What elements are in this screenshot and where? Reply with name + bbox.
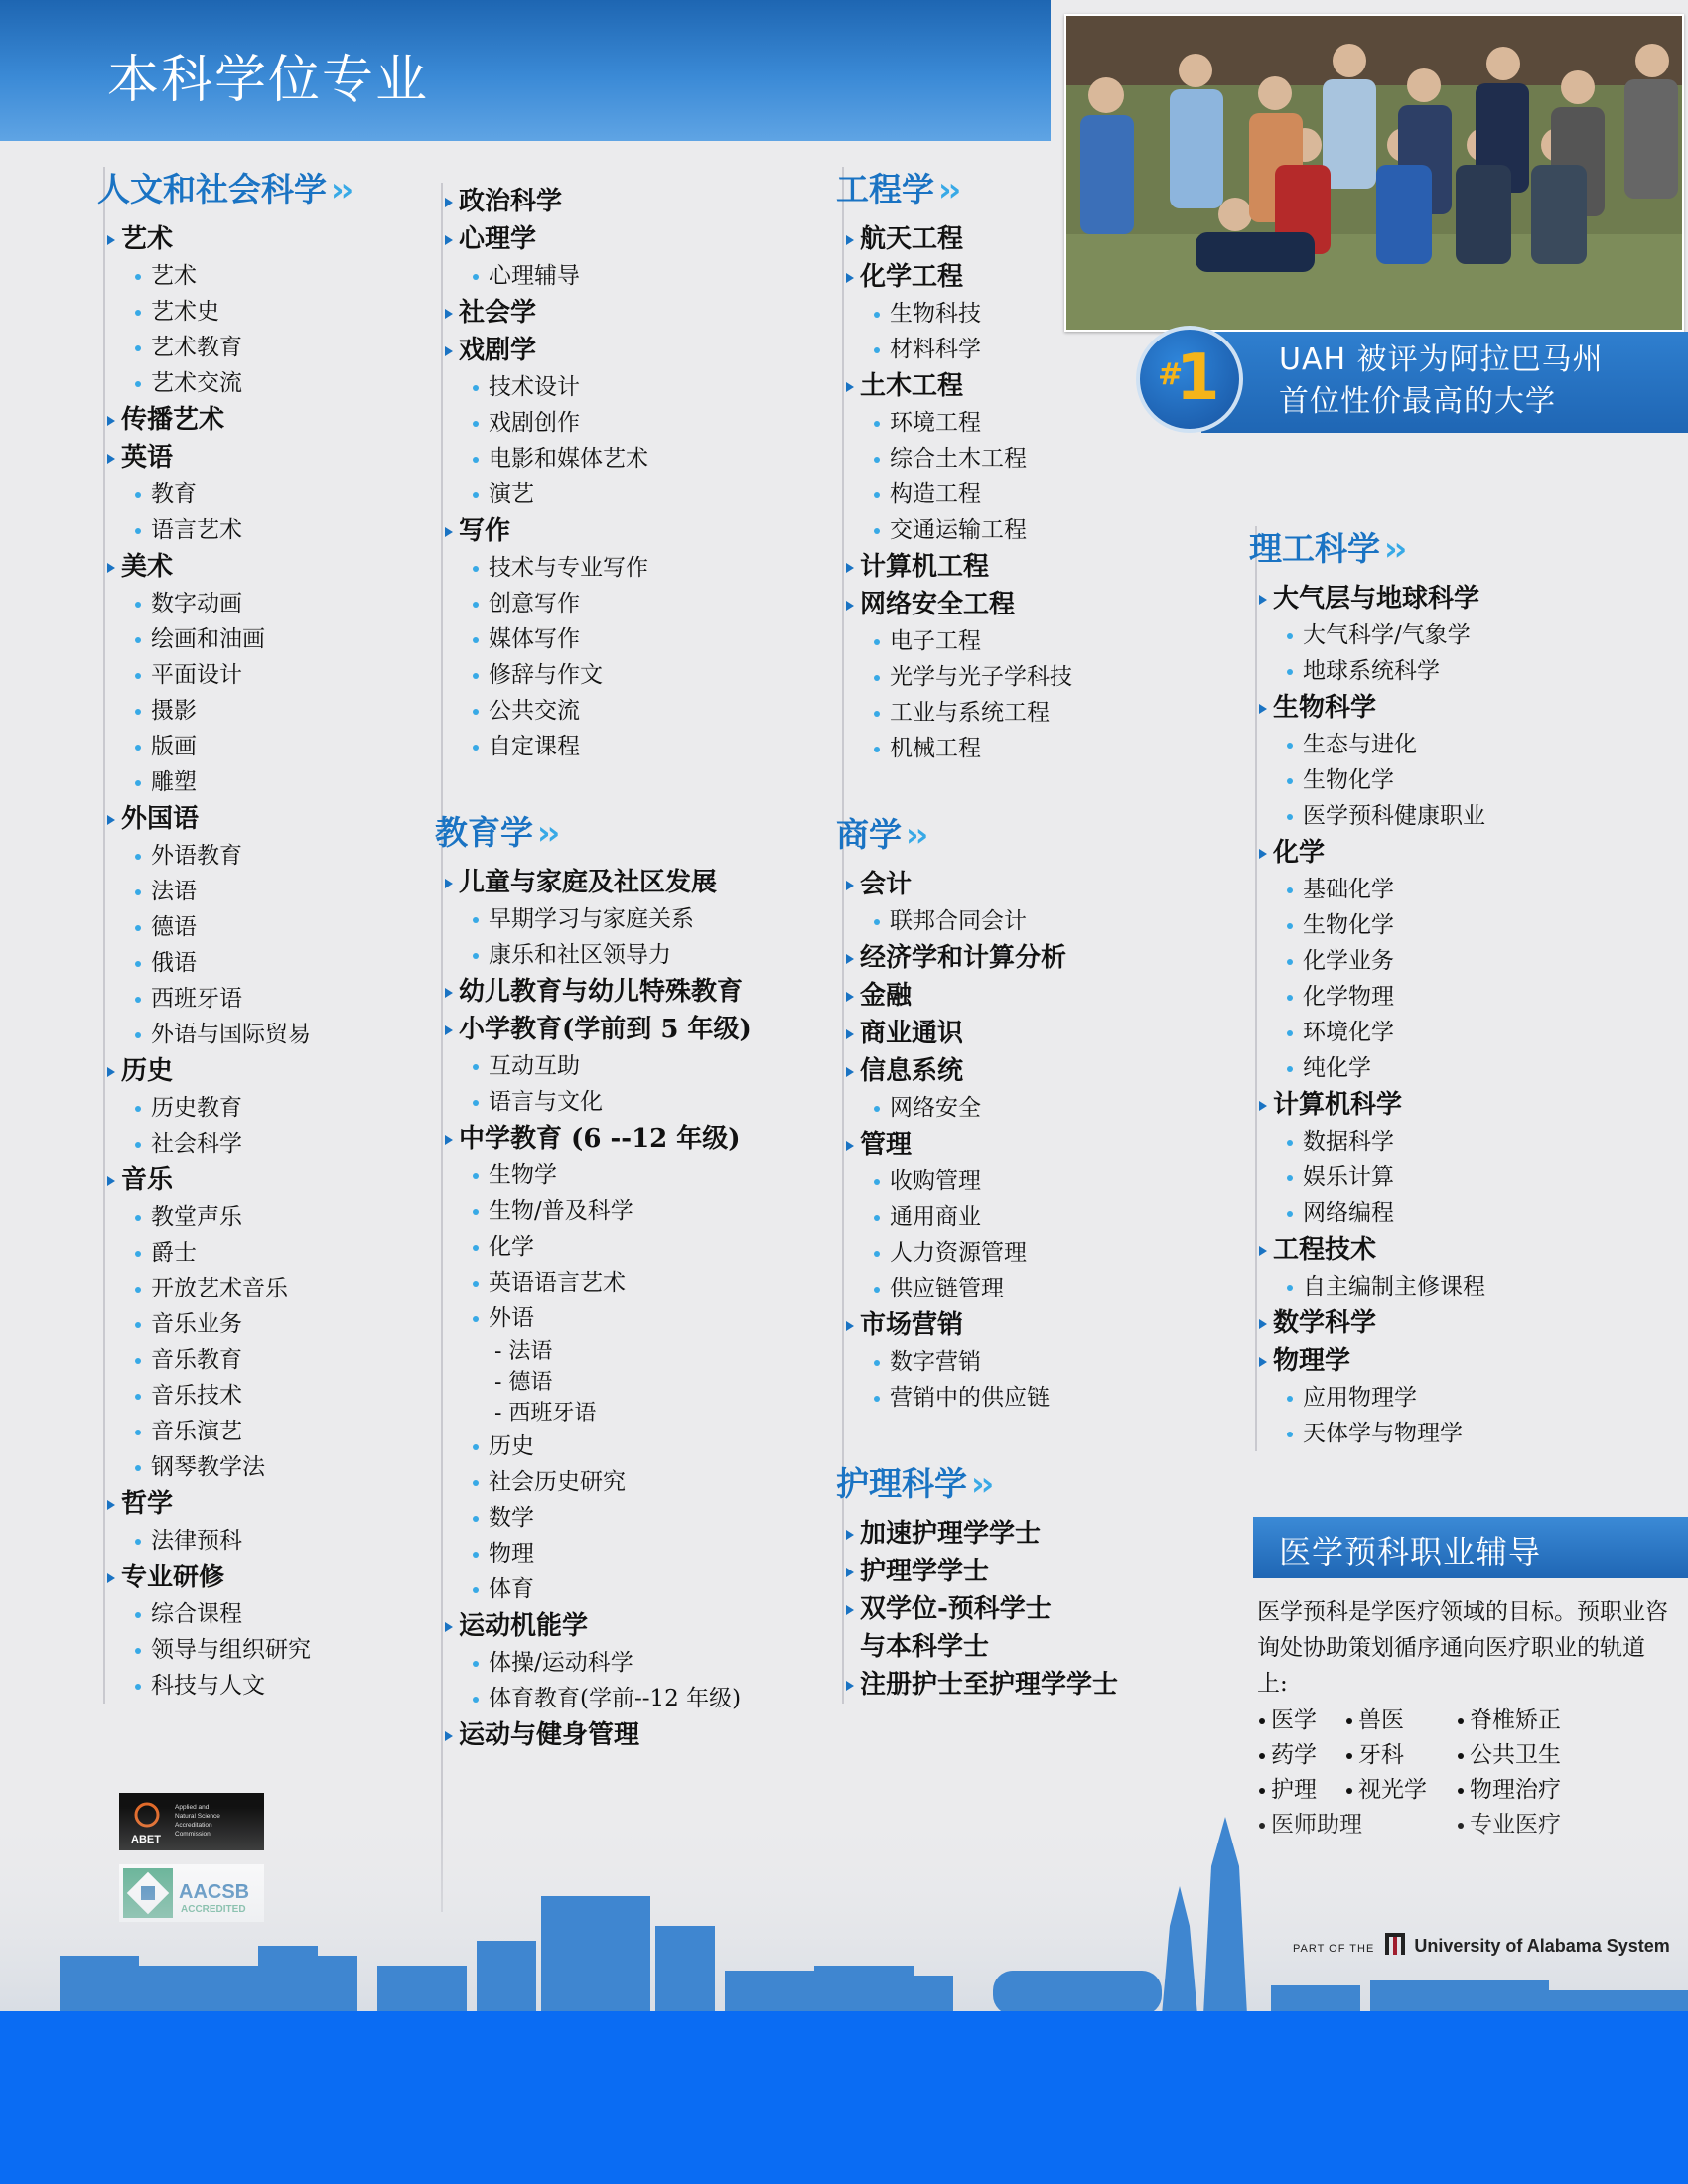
concentration-item: 生物科技 <box>844 296 1231 332</box>
ranking-line-2: 首位性价最高的大学 <box>1279 384 1556 419</box>
concentration-item: 电子工程 <box>844 623 1231 659</box>
ranking-text <box>1279 340 1604 423</box>
major-item: 加速护理学学士 <box>844 1515 1231 1553</box>
concentration-item: 材料科学 <box>844 332 1231 367</box>
concentration-item: 天体学与物理学 <box>1257 1416 1684 1451</box>
concentration-item: 艺术史 <box>105 294 423 330</box>
major-item: 艺术 <box>105 220 423 258</box>
section-spacer <box>844 766 1231 812</box>
section-heading-text: 人文和社会科学 <box>97 170 327 208</box>
major-item: 写作 <box>443 512 840 550</box>
concentration-item: 体育教育(学前--12 年级) <box>443 1681 840 1716</box>
footer-band <box>0 2011 1688 2184</box>
rank-number: 1 <box>1176 341 1220 415</box>
section-heading <box>836 1461 1231 1507</box>
concentration-item: 网络编程 <box>1257 1195 1684 1231</box>
concentration-item: 化学 <box>443 1229 840 1265</box>
double-chevron-icon: ›› <box>938 170 958 208</box>
concentration-item: 艺术 <box>105 258 423 294</box>
section-heading <box>836 167 1231 212</box>
concentration-item: 历史教育 <box>105 1090 423 1126</box>
concentration-item: 综合课程 <box>105 1596 423 1632</box>
concentration-item: 语言与文化 <box>443 1084 840 1120</box>
sub-item: - 西班牙语 <box>494 1401 597 1426</box>
double-chevron-icon: ›› <box>537 813 557 852</box>
concentration-item: 纯化学 <box>1257 1050 1684 1086</box>
concentration-item: 音乐演艺 <box>105 1414 423 1449</box>
concentration-item: 心理辅导 <box>443 258 840 294</box>
section-heading <box>836 812 1231 858</box>
concentration-item: 外语与国际贸易 <box>105 1017 423 1052</box>
concentration-item: 社会科学 <box>105 1126 423 1161</box>
concentration-item: 营销中的供应链 <box>844 1380 1231 1416</box>
page-title: 本科学位专业 <box>107 51 430 110</box>
section-heading-text: 商学 <box>836 815 902 854</box>
city-skyline-illustration <box>0 1807 1688 2015</box>
concentration-item: 数字动画 <box>105 586 423 621</box>
concentration-item: 自定课程 <box>443 729 840 764</box>
section-heading <box>435 810 840 856</box>
concentration-item: 物理 <box>443 1536 840 1571</box>
concentration-item: 法语 <box>105 874 423 909</box>
concentration-item: 数据科学 <box>1257 1124 1684 1160</box>
double-chevron-icon: ›› <box>331 170 351 208</box>
concentration-item: 大气科学/气象学 <box>1257 617 1684 653</box>
major-item: 金融 <box>844 977 1231 1015</box>
concentration-item: 生物/普及科学 <box>443 1193 840 1229</box>
concentration-item: 交通运输工程 <box>844 512 1231 548</box>
major-item: 哲学 <box>105 1485 423 1523</box>
concentration-item: 通用商业 <box>844 1199 1231 1235</box>
section-heading-text: 教育学 <box>435 813 533 852</box>
concentration-item: 版画 <box>105 729 423 764</box>
major-item: 护理学学士 <box>844 1553 1231 1590</box>
major-item: 与本科学士 <box>860 1632 990 1662</box>
concentration-item: 康乐和社区领导力 <box>443 937 840 973</box>
concentration-item: 综合土木工程 <box>844 441 1231 477</box>
premed-heading: 医学预科职业辅导 <box>1279 1533 1542 1570</box>
concentration-item: 音乐技术 <box>105 1378 423 1414</box>
concentration-item: 媒体写作 <box>443 621 840 657</box>
major-item: 双学位-预科学士 <box>844 1590 1231 1628</box>
concentration-item: 外语 <box>443 1300 840 1336</box>
concentration-item: 平面设计 <box>105 657 423 693</box>
premed-career-item: 牙科 <box>1344 1738 1404 1773</box>
concentration-item: 艺术教育 <box>105 330 423 365</box>
concentration-item: 领导与组织研究 <box>105 1632 423 1668</box>
concentration-item: 工业与系统工程 <box>844 695 1231 731</box>
system-name: University of Alabama System <box>1414 1936 1670 1956</box>
concentration-item: 雕塑 <box>105 764 423 800</box>
double-chevron-icon: ›› <box>1384 529 1404 568</box>
concentration-item: 英语语言艺术 <box>443 1265 840 1300</box>
concentration-item: 教堂声乐 <box>105 1199 423 1235</box>
section-heading <box>97 167 423 212</box>
concentration-item: 早期学习与家庭关系 <box>443 901 840 937</box>
concentration-item: 构造工程 <box>844 477 1231 512</box>
double-chevron-icon: ›› <box>971 1464 991 1503</box>
concentration-item: 网络安全 <box>844 1090 1231 1126</box>
concentration-item: 修辞与作文 <box>443 657 840 693</box>
concentration-item: 音乐教育 <box>105 1342 423 1378</box>
major-item: 运动与健身管理 <box>443 1716 840 1754</box>
concentration-item: 机械工程 <box>844 731 1231 766</box>
concentration-item: 生物化学 <box>1257 907 1684 943</box>
major-item: 戏剧学 <box>443 332 840 369</box>
concentration-item: 摄影 <box>105 693 423 729</box>
major-item: 心理学 <box>443 220 840 258</box>
major-item: 专业研修 <box>105 1559 423 1596</box>
major-item: 网络安全工程 <box>844 586 1231 623</box>
system-logo-icon <box>1385 1933 1405 1955</box>
concentration-item: 艺术交流 <box>105 365 423 401</box>
major-item: 小学教育(学前到 5 年级) <box>443 1011 840 1048</box>
concentration-item: 体操/运动科学 <box>443 1645 840 1681</box>
premed-career-item: 医学 <box>1257 1704 1317 1738</box>
major-item: 英语 <box>105 439 423 477</box>
concentration-item: 生物化学 <box>1257 762 1684 798</box>
concentration-item: 人力资源管理 <box>844 1235 1231 1271</box>
concentration-item: 自主编制主修课程 <box>1257 1269 1684 1304</box>
major-item: 音乐 <box>105 1161 423 1199</box>
concentration-item: 供应链管理 <box>844 1271 1231 1306</box>
concentration-item: 电影和媒体艺术 <box>443 441 840 477</box>
section-heading-text: 护理科学 <box>836 1464 967 1503</box>
concentration-item: 历史 <box>443 1429 840 1464</box>
concentration-item: 语言艺术 <box>105 512 423 548</box>
rank-hash: # <box>1158 357 1184 392</box>
major-item: 注册护士至护理学学士 <box>844 1666 1231 1704</box>
concentration-item: 环境化学 <box>1257 1015 1684 1050</box>
major-item: 工程技术 <box>1257 1231 1684 1269</box>
major-item: 信息系统 <box>844 1052 1231 1090</box>
column-science <box>1249 526 1684 1451</box>
concentration-item: 技术设计 <box>443 369 840 405</box>
major-item: 运动机能学 <box>443 1607 840 1645</box>
concentration-item: 应用物理学 <box>1257 1380 1684 1416</box>
major-item: 大气层与地球科学 <box>1257 580 1684 617</box>
concentration-item: 公共交流 <box>443 693 840 729</box>
column-engineering-business-nursing <box>836 167 1231 1704</box>
major-item: 生物科学 <box>1257 689 1684 727</box>
concentration-item: 音乐业务 <box>105 1306 423 1342</box>
concentration-item: 爵士 <box>105 1235 423 1271</box>
major-item: 幼儿教育与幼儿特殊教育 <box>443 973 840 1011</box>
major-item: 市场营销 <box>844 1306 1231 1344</box>
column-humanities <box>97 167 423 1704</box>
concentration-item: 化学物理 <box>1257 979 1684 1015</box>
concentration-item: 法律预科 <box>105 1523 423 1559</box>
sub-item: - 法语 <box>494 1339 553 1364</box>
section-heading <box>1249 526 1684 572</box>
concentration-item: 数学 <box>443 1500 840 1536</box>
concentration-item: 互动互助 <box>443 1048 840 1084</box>
premed-career-item: 兽医 <box>1344 1704 1404 1738</box>
concentration-item: 医学预科健康职业 <box>1257 798 1684 834</box>
sub-item: - 德语 <box>494 1370 553 1395</box>
concentration-item: 基础化学 <box>1257 872 1684 907</box>
major-item: 中学教育 (6 --12 年级) <box>443 1120 840 1158</box>
major-item: 管理 <box>844 1126 1231 1163</box>
concentration-item: 联邦合同会计 <box>844 903 1231 939</box>
major-item: 物理学 <box>1257 1342 1684 1380</box>
premed-career-item: 药学 <box>1257 1738 1317 1773</box>
concentration-item: 技术与专业写作 <box>443 550 840 586</box>
concentration-item: 数字营销 <box>844 1344 1231 1380</box>
major-item: 美术 <box>105 548 423 586</box>
major-item: 政治科学 <box>443 183 840 220</box>
concentration-item: 环境工程 <box>844 405 1231 441</box>
university-system-mark <box>1293 1933 1670 1957</box>
major-item: 计算机工程 <box>844 548 1231 586</box>
premed-career-item: 物理治疗 <box>1456 1773 1561 1808</box>
premed-career-item: 护理 <box>1257 1773 1317 1808</box>
major-item: 数学科学 <box>1257 1304 1684 1342</box>
concentration-item: 德语 <box>105 909 423 945</box>
system-part-label: PART OF THE <box>1293 1943 1375 1955</box>
major-item: 商业通识 <box>844 1015 1231 1052</box>
concentration-item: 开放艺术音乐 <box>105 1271 423 1306</box>
concentration-item: 化学业务 <box>1257 943 1684 979</box>
premed-career-item: 脊椎矫正 <box>1456 1704 1561 1738</box>
premed-description: 医学预科是学医疗领域的目标。预职业咨询处协助策划循序通向医疗职业的轨道上: <box>1257 1599 1668 1697</box>
major-item: 会计 <box>844 866 1231 903</box>
concentration-item: 体育 <box>443 1571 840 1607</box>
major-item: 传播艺术 <box>105 401 423 439</box>
major-item: 经济学和计算分析 <box>844 939 1231 977</box>
major-item: 历史 <box>105 1052 423 1090</box>
major-item: 化学工程 <box>844 258 1231 296</box>
major-item: 土木工程 <box>844 367 1231 405</box>
title-banner <box>0 0 1051 141</box>
section-heading-text: 理工科学 <box>1249 529 1380 568</box>
concentration-item: 俄语 <box>105 945 423 981</box>
concentration-item: 钢琴教学法 <box>105 1449 423 1485</box>
major-item: 社会学 <box>443 294 840 332</box>
major-item: 计算机科学 <box>1257 1086 1684 1124</box>
concentration-item: 生物学 <box>443 1158 840 1193</box>
concentration-item: 创意写作 <box>443 586 840 621</box>
concentration-item: 戏剧创作 <box>443 405 840 441</box>
ranking-banner <box>1201 332 1688 433</box>
concentration-item: 生态与进化 <box>1257 727 1684 762</box>
ranking-line-1: UAH 被评为阿拉巴马州 <box>1279 342 1604 377</box>
concentration-item: 光学与光子学科技 <box>844 659 1231 695</box>
premed-heading-banner <box>1253 1517 1688 1578</box>
concentration-item: 科技与人文 <box>105 1668 423 1704</box>
concentration-item: 绘画和油画 <box>105 621 423 657</box>
concentration-item: 收购管理 <box>844 1163 1231 1199</box>
major-item: 化学 <box>1257 834 1684 872</box>
concentration-item: 娱乐计算 <box>1257 1160 1684 1195</box>
concentration-item: 教育 <box>105 477 423 512</box>
major-item: 儿童与家庭及社区发展 <box>443 864 840 901</box>
double-chevron-icon: ›› <box>906 815 925 854</box>
concentration-item: 西班牙语 <box>105 981 423 1017</box>
section-heading-text: 工程学 <box>836 170 934 208</box>
column-social-education <box>435 183 840 1912</box>
major-item: 外国语 <box>105 800 423 838</box>
concentration-item: 外语教育 <box>105 838 423 874</box>
premed-career-item: 公共卫生 <box>1456 1738 1561 1773</box>
premed-career-item: 视光学 <box>1344 1773 1427 1808</box>
concentration-item: 演艺 <box>443 477 840 512</box>
major-item: 航天工程 <box>844 220 1231 258</box>
concentration-item: 地球系统科学 <box>1257 653 1684 689</box>
concentration-item: 社会历史研究 <box>443 1464 840 1500</box>
section-spacer <box>844 1416 1231 1461</box>
section-spacer <box>443 764 840 810</box>
